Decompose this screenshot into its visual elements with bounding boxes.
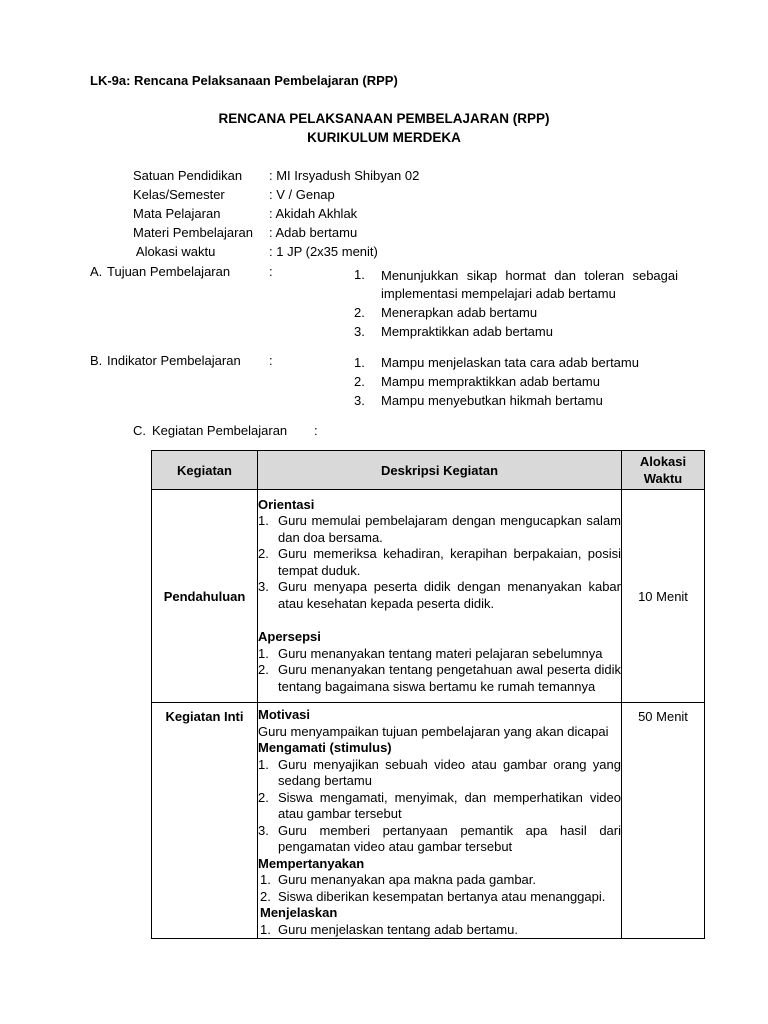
list-text: Guru menjelaskan tentang adab bertamu. [278,921,518,937]
sub-heading: Apersepsi [258,629,321,645]
info-value: : Adab bertamu [269,225,358,240]
list-text: Guru menyajikan sebuah video atau gambar orang yang sedang bertamu [278,756,621,788]
stage-cell: Pendahuluan [152,490,258,703]
time-cell: 10 Menit [622,490,705,703]
section-label: Tujuan Pembelajaran [107,264,231,279]
info-label: Materi Pembelajaran [133,225,253,240]
list-number: 2. [354,305,365,320]
list-number: 1. [260,872,271,887]
section-number: B. [90,353,103,368]
info-label: Satuan Pendidikan [133,168,243,183]
list-item [258,872,621,889]
sub-heading: Motivasi [258,707,311,722]
section-label: Indikator Pembelajaran [107,353,241,368]
sub-heading: Orientasi [258,496,315,512]
list-number: 3. [354,393,365,408]
list-number: 1. [258,756,269,772]
sub-heading: Mengamati (stimulus) [258,740,392,755]
info-value: : V / Genap [269,187,335,202]
info-label: Kelas/Semester [133,187,225,202]
section-number: A. [90,264,103,279]
info-value: : 1 JP (2x35 menit) [269,244,378,259]
section-colon: : [269,264,273,279]
list-number: 2. [260,888,271,904]
list-number: 2. [258,662,269,678]
list-item: Mempraktikkan adab bertamu [381,324,553,339]
list-number: 3. [258,579,269,595]
list-text: Guru menanyakan tentang materi pelajaran sebelumnya [278,645,603,661]
stage-cell: Kegiatan Inti [152,703,258,939]
paragraph: Guru menyampaikan tujuan pembelajaran yang akan dicapai [258,723,609,739]
list-number: 3. [258,822,269,838]
list-number: 1. [260,921,271,937]
list-number: 2. [354,374,365,389]
section-label: Kegiatan Pembelajaran [152,423,288,438]
list-item [258,757,621,790]
list-item [258,513,621,546]
worksheet-title: LK-9a: Rencana Pelaksanaan Pembelajaran (RPP) [90,73,398,88]
time-cell: 50 Menit [622,703,705,939]
list-text: Guru menanyakan apa makna pada gambar. [278,872,537,887]
list-item [258,922,621,939]
list-item [258,889,621,906]
section-number: C. [133,423,146,438]
section-colon: : [269,353,273,368]
list-text: Guru menanyakan tentang pengetahuan awal peserta didik tentang bagaimana siswa bertamu ke rumah temannya [278,662,621,694]
document-subtitle: KURIKULUM MERDEKA [307,130,461,145]
list-text: Guru memulai pembelajaram dengan mengucapkan salam dan doa bersama. [278,513,621,545]
list-text: Guru memeriksa kehadiran, kerapihan berpakaian, posisi tempat duduk. [278,546,621,578]
activities-table [151,450,705,939]
info-label: Mata Pelajaran [133,206,221,221]
list-number: 1. [258,645,269,661]
sub-heading: Mempertanyakan [258,855,365,871]
list-item: Mampu mempraktikkan adab bertamu [381,374,600,389]
list-number: 1. [354,355,365,370]
description-cell [258,703,622,939]
column-header-time [622,451,705,490]
info-value: : MI Irsyadush Shibyan 02 [269,168,420,183]
list-number: 3. [354,324,365,339]
list-text: Siswa mengamati, menyimak, dan memperhatikan video atau gambar tersebut [278,789,621,821]
list-item: Mampu menyebutkan hikmah bertamu [381,393,603,408]
list-item: Mampu menjelaskan tata cara adab bertamu [381,355,639,370]
table-row [152,490,705,703]
info-label: Alokasi waktu [133,244,216,259]
list-item [258,579,621,612]
list-text: Guru memberi pertanyaan pemantik apa hasil dari pengamatan video atau gambar tersebut [278,822,621,854]
column-header-description: Deskripsi Kegiatan [258,451,622,490]
list-item [258,662,621,695]
table-header-row [152,451,705,490]
list-number: 2. [258,546,269,562]
description-cell [258,490,622,703]
sub-heading: Menjelaskan [260,905,338,920]
document-title: RENCANA PELAKSANAAN PEMBELAJARAN (RPP) [218,111,550,126]
list-item: Menerapkan adab bertamu [381,305,538,320]
list-number: 2. [258,789,269,805]
list-item [258,646,621,663]
list-item: Menunjukkan sikap hormat dan toleran sebagai implementasi mempelajari adab bertamu [381,268,678,301]
column-header-activity: Kegiatan [152,451,258,490]
list-text: Guru menyapa peserta didik dengan menanyakan kabar atau kesehatan kepada peserta didik. [278,579,621,611]
info-value: : Akidah Akhlak [269,206,358,221]
list-item [258,790,621,823]
list-item [258,823,621,856]
table-row [152,703,705,939]
list-number: 1. [258,513,269,529]
list-text: Siswa diberikan kesempatan bertanya atau menanggapi. [278,888,606,904]
list-item [258,546,621,579]
list-number: 1. [354,267,365,282]
column-header-time-label: Alokasi Waktu [639,454,687,486]
spacer [258,612,621,629]
section-colon: : [314,423,318,438]
